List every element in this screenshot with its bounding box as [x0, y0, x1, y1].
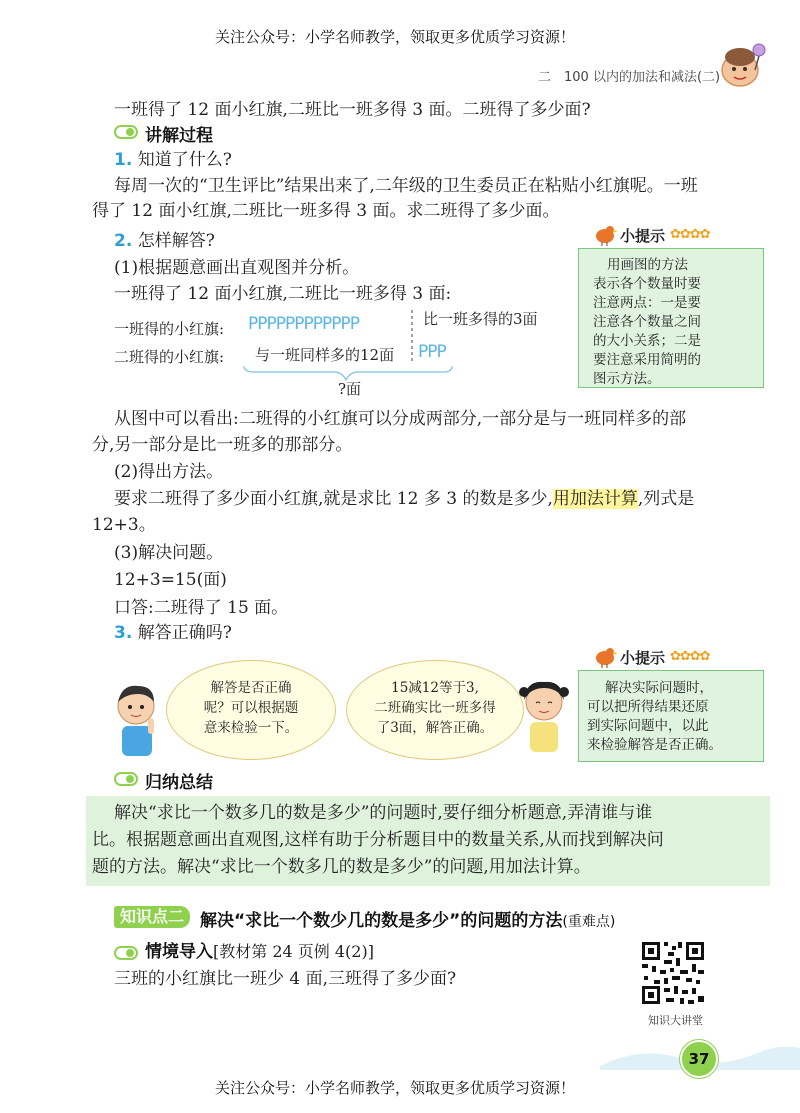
tip-1-title: 小提示 [620, 227, 666, 245]
intro-ref: [教材第 24 页例 4(2)] [213, 942, 374, 961]
step-2-sub-3: (3)解决问题。 [114, 543, 224, 563]
speech-bubble-girl [346, 660, 524, 760]
diagram-more-label: 比一班多得的3面 [423, 310, 538, 328]
bird-icon [592, 644, 618, 672]
analysis-line-3 [114, 488, 694, 510]
boy-illustration-icon [108, 680, 168, 768]
class1-flags-icon: PPPPPPPPPPPP [248, 314, 360, 334]
knowledge-2-title [200, 906, 615, 931]
bubble-girl-line-3: 了3面，解答正确。 [376, 720, 494, 736]
tip-1-line-7: 图示方法。 [593, 371, 661, 387]
step-1-title: 知道了什么? [137, 150, 232, 170]
highlight-use-addition: 用加法计算 [552, 489, 638, 509]
summary-box [86, 796, 770, 886]
step-2-heading [114, 230, 215, 252]
knowledge-tag-label: 知识点二 [120, 907, 185, 926]
speech-bubble-boy [166, 660, 336, 760]
summary-line-3: 题的方法。解决“求比一个数多几的数是多少”的问题,用加法计算。 [92, 857, 591, 877]
page-number: 37 [688, 1050, 710, 1068]
qr-code-icon[interactable] [640, 940, 706, 1006]
step-2-sub-1: (1)根据题意画出直观图并分析。 [114, 258, 360, 278]
bubble-girl-line-2: 二班确实比一班多得 [374, 700, 496, 716]
analysis-line-3-post: ,列式是 [637, 489, 695, 509]
bubble-girl-line-1: 15减12等于3, [391, 680, 479, 696]
section-marker-icon [114, 945, 138, 959]
step-3-title: 解答正确吗? [137, 623, 232, 643]
tip-1-line-6: 要注意采用简明的 [593, 352, 701, 368]
flower-decoration-icon: ✿✿✿✿ [670, 227, 710, 242]
diagram-row-1-label: 一班得的小红旗: [114, 320, 225, 338]
bird-icon [592, 222, 618, 250]
flag-diagram [114, 306, 574, 398]
analysis-line-3-pre: 要求二班得了多少面小红旗,就是求比 12 多 3 的数是多少, [114, 489, 553, 509]
tip-2-line-1: 解决实际问题时， [605, 680, 713, 696]
step-1-heading [114, 149, 232, 171]
tip-2-line-4: 来检验解答是否正确。 [587, 737, 722, 753]
diagram-same-label: 与一班同样多的12面 [255, 346, 395, 364]
step-1-line-1: 每周一次的“卫生评比”结果出来了,二年级的卫生委员正在粘贴小红旗呢。一班 [114, 176, 698, 196]
step-2-title: 怎样解答? [137, 231, 215, 251]
diagram-total-label: ?面 [338, 380, 362, 398]
analysis-line-4: 12+3。 [92, 515, 156, 535]
tip-2-line-2: 可以把所得结果还原 [587, 699, 709, 715]
section-explain-title: 讲解过程 [145, 126, 213, 146]
bubble-boy-line-2: 呢？可以根据题 [203, 700, 299, 716]
tip-2-line-3: 到实际问题中，以此 [587, 718, 709, 734]
section-marker-icon [114, 124, 138, 138]
oral-answer: 口答:二班得了 15 面。 [114, 598, 289, 618]
bubble-boy-line-1: 解答是否正确 [210, 680, 292, 696]
chapter-title: 二 100 以内的加法和减法(二) [538, 70, 721, 85]
girl-illustration-icon [512, 676, 576, 764]
promo-bottom: 关注公众号：小学名师教学，领取更多优质学习资源！ [215, 1079, 576, 1097]
page-number-badge [680, 1040, 718, 1078]
tip-1-line-2: 表示各个数量时要 [593, 276, 701, 292]
step-2-line: 一班得了 12 面小红旗,二班比一班多得 3 面: [114, 284, 452, 304]
step-2-number: 2. [114, 231, 133, 251]
intro-heading [145, 941, 374, 963]
flower-decoration-icon: ✿✿✿✿ [670, 649, 710, 664]
intro-title: 情境导入 [145, 942, 213, 962]
calculation: 12+3=15(面) [114, 570, 227, 590]
knowledge-tag [114, 906, 190, 928]
tip-1-line-5: 的大小关系；二是 [593, 333, 701, 349]
qr-caption: 知识大讲堂 [648, 1014, 703, 1027]
diagram-row-2-label: 二班得的小红旗: [114, 348, 225, 366]
mascot-logo-icon [712, 40, 770, 92]
problem-1: 一班得了 12 面小红旗,二班比一班多得 3 面。二班得了多少面? [114, 100, 591, 120]
tip-box-2 [576, 644, 766, 764]
promo-top: 关注公众号：小学名师教学，领取更多优质学习资源！ [215, 28, 576, 46]
analysis-line-1: 从图中可以看出:二班得的小红旗可以分成两部分,一部分是与一班同样多的部 [114, 409, 687, 429]
summary-line-1: 解决“求比一个数多几的数是多少”的问题时,要仔细分析题意,弄清谁与谁 [114, 803, 653, 823]
step-2-sub-2: (2)得出方法。 [114, 462, 224, 482]
summary-line-2: 比。根据题意画出直观图,这样有助于分析题目中的数量关系,从而找到解决问 [92, 830, 664, 850]
step-1-number: 1. [114, 150, 133, 170]
bubble-boy-line-3: 意来检验一下。 [203, 720, 299, 736]
tip-box-1 [576, 222, 766, 392]
tip-2-title: 小提示 [620, 649, 666, 667]
analysis-line-2: 分,另一部分是比一班多的那部分。 [92, 435, 353, 455]
knowledge-2-note: (重难点) [562, 914, 616, 930]
tip-1-line-3: 注意两点：一是要 [593, 295, 701, 311]
step-1-line-2: 得了 12 面小红旗,二班比一班多得 3 面。求二班得了多少面。 [92, 201, 560, 221]
tip-1-line-1: 用画图的方法 [607, 257, 688, 273]
step-3-number: 3. [114, 623, 133, 643]
knowledge-2-heading: 解决“求比一个数少几的数是多少”的问题的方法 [200, 911, 563, 931]
tip-1-line-4: 注意各个数量之间 [593, 314, 701, 330]
section-marker-icon [114, 771, 138, 785]
step-3-heading [114, 622, 232, 644]
summary-title: 归纳总结 [145, 773, 213, 793]
extra-flags-icon: PPP [418, 342, 446, 362]
intro-problem: 三班的小红旗比一班少 4 面,三班得了多少面? [114, 969, 457, 989]
